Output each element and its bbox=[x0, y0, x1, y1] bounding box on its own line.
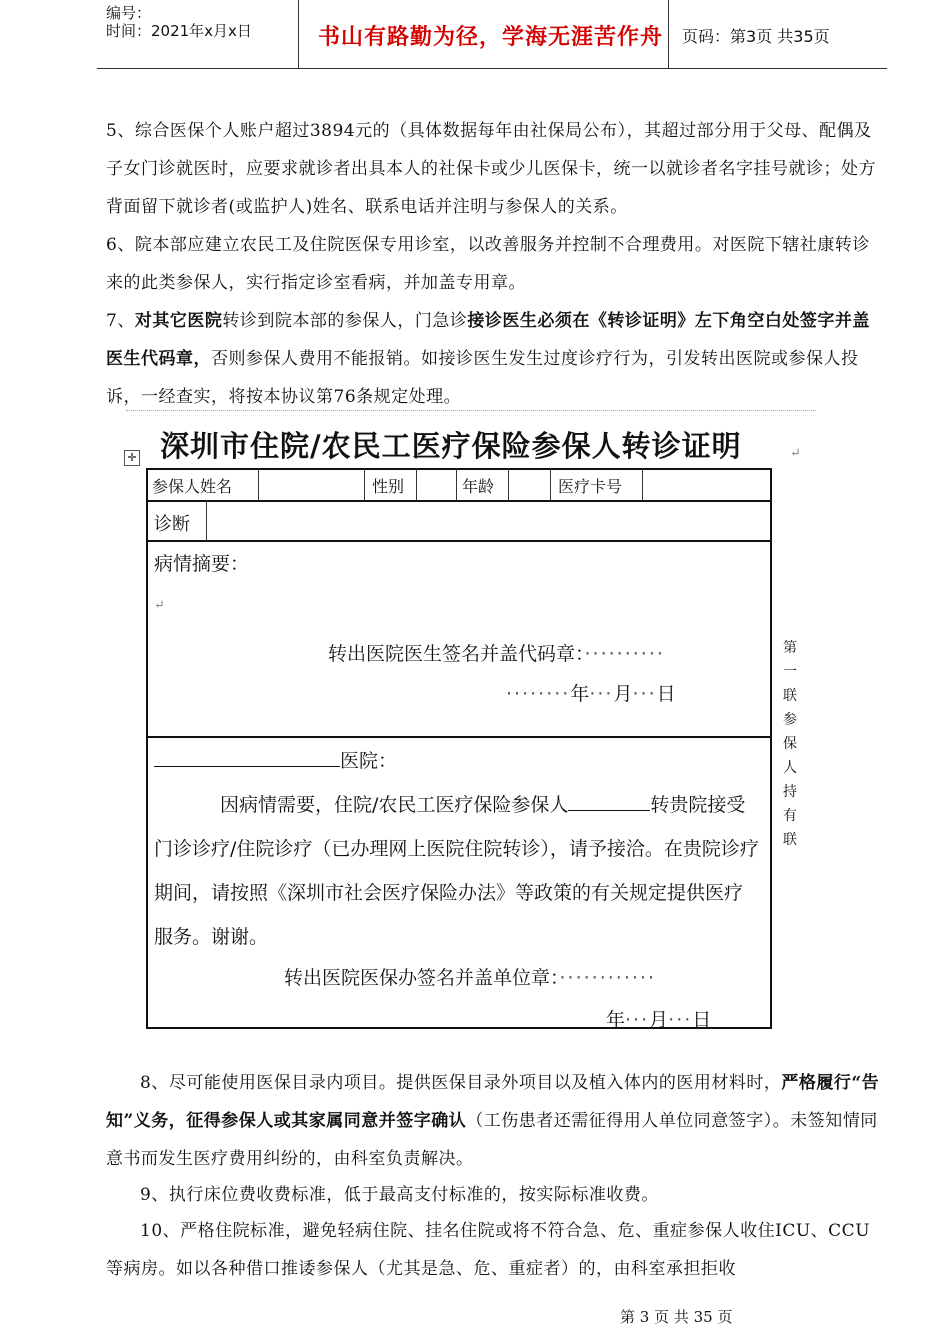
name-label: 参保人姓名 bbox=[152, 477, 233, 496]
referral-body: 因病情需要，住院/农民工医疗保险参保人 转贵院接受门诊诊疗/住院诊疗（已办理网上医院住院转诊），请予接洽。在贵院诊疗期间，请按照《深圳市社会医疗保险办法》等政策的有关规定提供医疗服务。谢谢。 bbox=[154, 780, 760, 959]
office-signature-line: 转出医院医保办签名并盖单位章：············ bbox=[284, 967, 656, 989]
age-label: 年龄 bbox=[462, 477, 495, 496]
date-line-2: 年···月···日 bbox=[606, 1009, 712, 1031]
form-row-diagnosis bbox=[146, 498, 772, 542]
return-mark: ↵ bbox=[790, 446, 801, 461]
hospital-line: 医院： bbox=[154, 736, 397, 783]
header-divider bbox=[298, 0, 299, 68]
paragraph-7: 7、对其它医院转诊到院本部的参保人，门急诊接诊医生必须在《转诊证明》左下角空白处签字并盖医生代码章，否则参保人费用不能报销。如接诊医生发生过度诊疗行为，引发转出医院或参保人投诉，一经查实，将按本协议第76条规定处理。 bbox=[106, 311, 870, 407]
header-motto: 书山有路勤为径，学海无涯苦作舟 bbox=[318, 25, 664, 50]
copy-side-note: 第一联参保人持有联 bbox=[783, 640, 797, 848]
table-move-handle[interactable]: ✛ bbox=[124, 450, 140, 466]
form-row-info bbox=[146, 468, 772, 502]
summary-label: 病情摘要： bbox=[154, 553, 250, 575]
paragraph-5: 5、综合医保个人账户超过3894元的（具体数据每年由社保局公布），其超过部分用于父母、配偶及子女门诊就医时，应要求就诊者出具本人的社保卡或少儿医保卡，统一以就诊者名字挂号就诊；处方背面留下就诊者(或监护人)姓名、联系电话并注明与参保人的关系。 bbox=[106, 121, 876, 217]
paragraph-10: 10、严格住院标准，避免轻病住院、挂名住院或将不符合急、危、重症参保人收住ICU、CCU等病房。如以各种借口推诿参保人（尤其是急、危、重症者）的，由科室承担拒收 bbox=[106, 1221, 871, 1279]
page-footer: 第 3 页 共 35 页 bbox=[620, 1308, 733, 1326]
serial-label: 编号： bbox=[106, 4, 152, 22]
date-line-1: ········年···月···日 bbox=[506, 683, 676, 705]
form-title: 深圳市住院/农民工医疗保险参保人转诊证明 bbox=[160, 429, 742, 463]
doctor-signature-line: 转出医院医生签名并盖代码章：·········· bbox=[328, 643, 665, 665]
card-label: 医疗卡号 bbox=[558, 477, 623, 496]
diagnosis-label: 诊断 bbox=[154, 514, 190, 535]
paragraph-8: 8、尽可能使用医保目录内项目。提供医保目录外项目以及植入体内的医用材料时，严格履行“告知”义务，征得参保人或其家属同意并签字确认（工伤患者还需征得用人单位同意签字）。未签知情同意书而发生医疗费用纠纷的，由科室负责解决。 bbox=[106, 1073, 880, 1169]
header-rule bbox=[97, 68, 887, 69]
form-frame-top bbox=[126, 410, 816, 412]
header-divider bbox=[668, 0, 669, 68]
header-page-info: 页码：第3页 共35页 bbox=[682, 27, 830, 46]
paragraph-9: 9、执行床位费收费标准，低于最高支付标准的，按实际标准收费。 bbox=[140, 1185, 659, 1205]
paragraph-6: 6、院本部应建立农民工及住院医保专用诊室，以改善服务并控制不合理费用。对医院下辖社康转诊来的此类参保人，实行指定诊室看病，并加盖专用章。 bbox=[106, 235, 870, 293]
header-meta bbox=[106, 4, 252, 40]
gender-label: 性别 bbox=[372, 477, 405, 496]
time-label: 时间：2021年x月x日 bbox=[106, 22, 252, 40]
